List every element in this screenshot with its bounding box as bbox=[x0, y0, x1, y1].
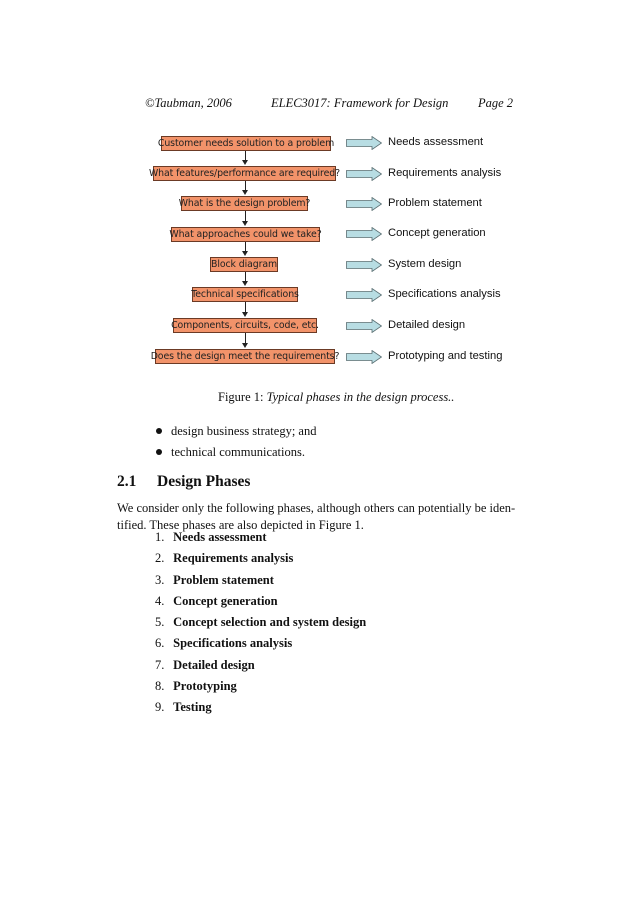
flow-arrowhead-icon bbox=[242, 312, 248, 317]
list-label: Problem statement bbox=[173, 572, 274, 587]
list-item bbox=[155, 551, 366, 572]
header-page-number: Page 2 bbox=[478, 96, 514, 110]
list-number: 2. bbox=[155, 551, 165, 566]
figure-caption-text: Typical phases in the design process.. bbox=[266, 390, 455, 404]
list-number: 9. bbox=[155, 700, 165, 715]
block-arrow-icon bbox=[346, 288, 382, 302]
block-arrow-icon bbox=[346, 167, 382, 181]
list-label: Requirements analysis bbox=[173, 551, 294, 566]
header-copyright: ©Taubman, 2006 bbox=[145, 96, 232, 110]
list-label: Testing bbox=[173, 700, 212, 715]
flow-box-features: What features/performance are required? bbox=[148, 168, 341, 179]
list-label: Specifications analysis bbox=[173, 636, 293, 651]
list-item bbox=[155, 636, 366, 657]
list-number: 6. bbox=[155, 636, 165, 651]
flow-arrowhead-icon bbox=[242, 221, 248, 226]
flow-box-block-diagram: Block diagram bbox=[210, 259, 278, 270]
section-title: Design Phases bbox=[157, 473, 251, 490]
list-number: 4. bbox=[155, 593, 165, 608]
block-arrow-icon bbox=[346, 350, 382, 364]
paragraph-line: tified. These phases are also depicted in Figure 1. bbox=[117, 518, 364, 532]
list-label: Prototyping bbox=[173, 679, 237, 694]
section-heading bbox=[117, 473, 250, 491]
flow-arrowhead-icon bbox=[242, 251, 248, 256]
bullet-icon bbox=[156, 449, 162, 455]
list-number: 3. bbox=[155, 572, 165, 587]
list-number: 8. bbox=[155, 679, 165, 694]
figure-caption bbox=[218, 390, 454, 405]
flow-box-approaches: What approaches could we take? bbox=[169, 229, 322, 240]
phase-label-system-design: System design bbox=[388, 258, 462, 270]
list-label: Concept selection and system design bbox=[173, 615, 367, 630]
list-label: Detailed design bbox=[173, 657, 255, 672]
phase-label-concept-generation: Concept generation bbox=[388, 227, 486, 239]
block-arrow-icon bbox=[346, 319, 382, 333]
bullet-icon bbox=[156, 428, 162, 434]
flow-arrowhead-icon bbox=[242, 160, 248, 165]
flow-arrowhead-icon bbox=[242, 190, 248, 195]
list-number: 7. bbox=[155, 657, 165, 672]
list-item bbox=[155, 700, 366, 721]
block-arrow-icon bbox=[346, 227, 382, 241]
list-label: Needs assessment bbox=[173, 530, 267, 544]
block-arrow-icon bbox=[346, 258, 382, 272]
flow-box-technical-specs: Technical specifications bbox=[191, 289, 299, 300]
list-item bbox=[155, 658, 366, 679]
figure-caption-label: Figure 1: bbox=[218, 390, 264, 404]
phase-label-needs-assessment: Needs assessment bbox=[388, 136, 484, 148]
section-number: 2.1 bbox=[117, 473, 137, 490]
list-item bbox=[155, 615, 366, 636]
flow-box-components: Components, circuits, code, etc. bbox=[171, 320, 319, 331]
paragraph-line: We consider only the following phases, although others can potentially be iden- bbox=[117, 501, 516, 515]
block-arrow-icon bbox=[346, 197, 382, 211]
header-course-title: ELEC3017: Framework for Design bbox=[271, 96, 449, 110]
flow-box-design-problem: What is the design problem? bbox=[178, 198, 311, 209]
phase-label-detailed-design: Detailed design bbox=[388, 319, 466, 331]
phase-label-requirements-analysis: Requirements analysis bbox=[388, 167, 502, 179]
flow-arrowhead-icon bbox=[242, 343, 248, 348]
phase-label-problem-statement: Problem statement bbox=[388, 197, 482, 209]
phase-label-prototyping-testing: Prototyping and testing bbox=[388, 350, 503, 362]
intro-paragraph bbox=[117, 500, 517, 534]
list-number: 1. bbox=[155, 530, 165, 544]
phases-list bbox=[155, 530, 366, 722]
bullet-text: design business strategy; and bbox=[171, 424, 317, 438]
bullet-text: technical communications. bbox=[171, 445, 305, 459]
flow-arrowhead-icon bbox=[242, 281, 248, 286]
design-process-figure bbox=[0, 0, 638, 420]
flow-box-customer-needs: Customer needs solution to a problem bbox=[157, 138, 335, 149]
list-item bbox=[155, 679, 366, 700]
list-label: Concept generation bbox=[173, 593, 278, 608]
block-arrow-icon bbox=[346, 136, 382, 150]
list-number: 5. bbox=[155, 615, 165, 630]
list-item bbox=[155, 594, 366, 615]
list-item bbox=[155, 573, 366, 594]
flow-box-meet-requirements: Does the design meet the requirements? bbox=[150, 351, 340, 362]
list-item bbox=[155, 530, 366, 551]
phase-label-specifications-analysis: Specifications analysis bbox=[388, 288, 501, 300]
